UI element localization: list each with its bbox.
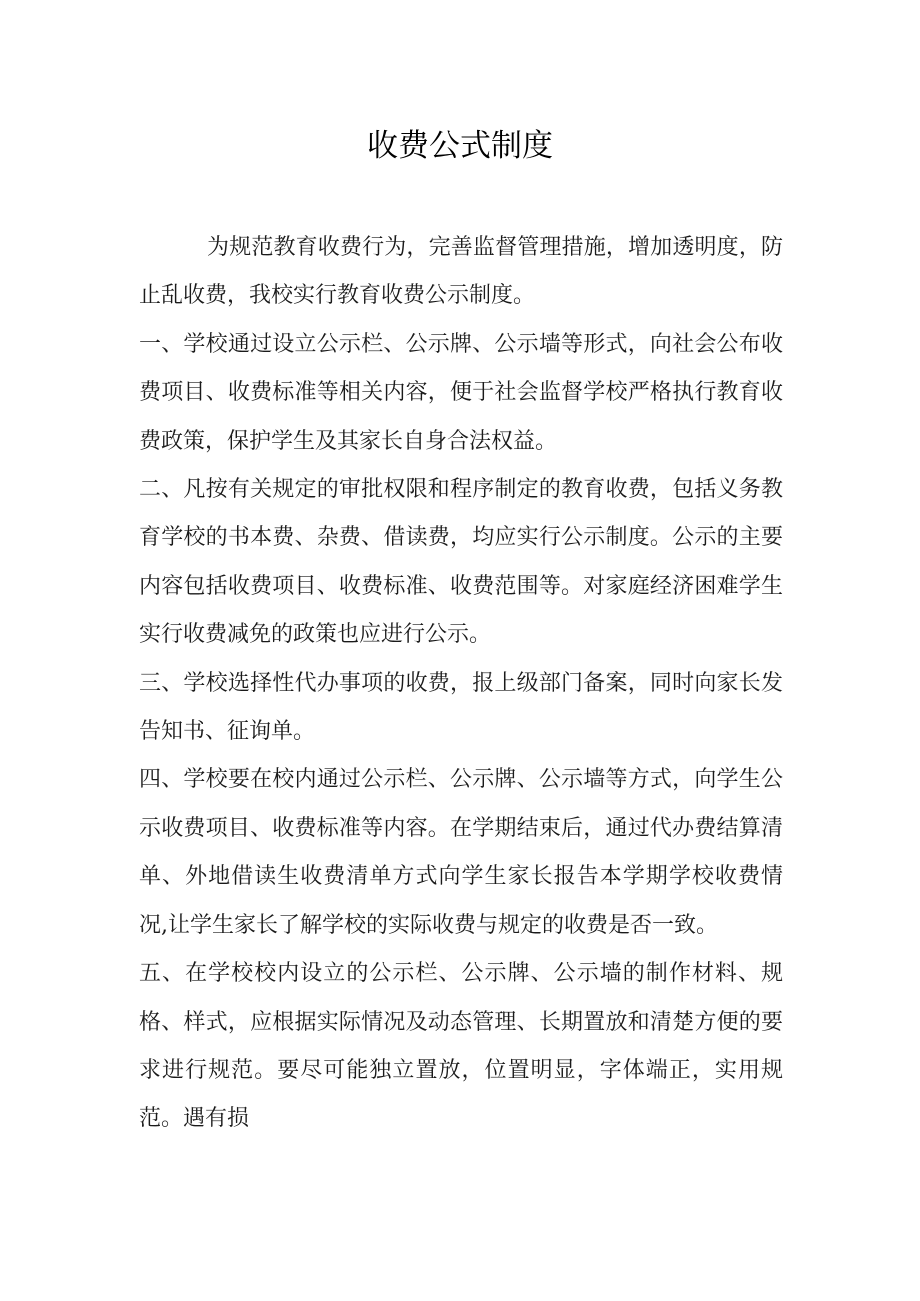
clause-3-paragraph: 三、学校选择性代办事项的收费，报上级部门备案，同时向家长发告知书、征询单。: [139, 670, 783, 745]
clause-5-paragraph: 五、在学校校内设立的公示栏、公示牌、公示墙的制作材料、规格、样式，应根据实际情况及动态管理、长期置放和清楚方便的要求进行规范。要尽可能独立置放，位置明显，字体端正，实用规范。遇有损: [139, 961, 783, 1132]
intro-paragraph: 为规范教育收费行为，完善监督管理措施，增加透明度，防止乱收费，我校实行教育收费公示制度。: [139, 235, 783, 309]
document-body: [139, 224, 783, 1144]
clause-2-paragraph: 二、凡按有关规定的审批权限和程序制定的教育收费，包括义务教育学校的书本费、杂费、借读费，均应实行公示制度。公示的主要内容包括收费项目、收费标准、收费范围等。对家庭经济困难学生实行收费减免的政策也应进行公示。: [139, 477, 783, 648]
document-title: 收费公式制度: [367, 128, 553, 164]
clause-4-paragraph: 四、学校要在校内通过公示栏、公示牌、公示墙等方式，向学生公示收费项目、收费标准等内容。在学期结束后，通过代办费结算清单、外地借读生收费清单方式向学生家长报告本学期学校收费情况,让学生家长了解学校的实际收费与规定的收费是否一致。: [139, 767, 783, 938]
clause-1-paragraph: 一、学校通过设立公示栏、公示牌、公示墙等形式，向社会公布收费项目、收费标准等相关内容，便于社会监督学校严格执行教育收费政策，保护学生及其家长自身合法权益。: [139, 331, 783, 454]
